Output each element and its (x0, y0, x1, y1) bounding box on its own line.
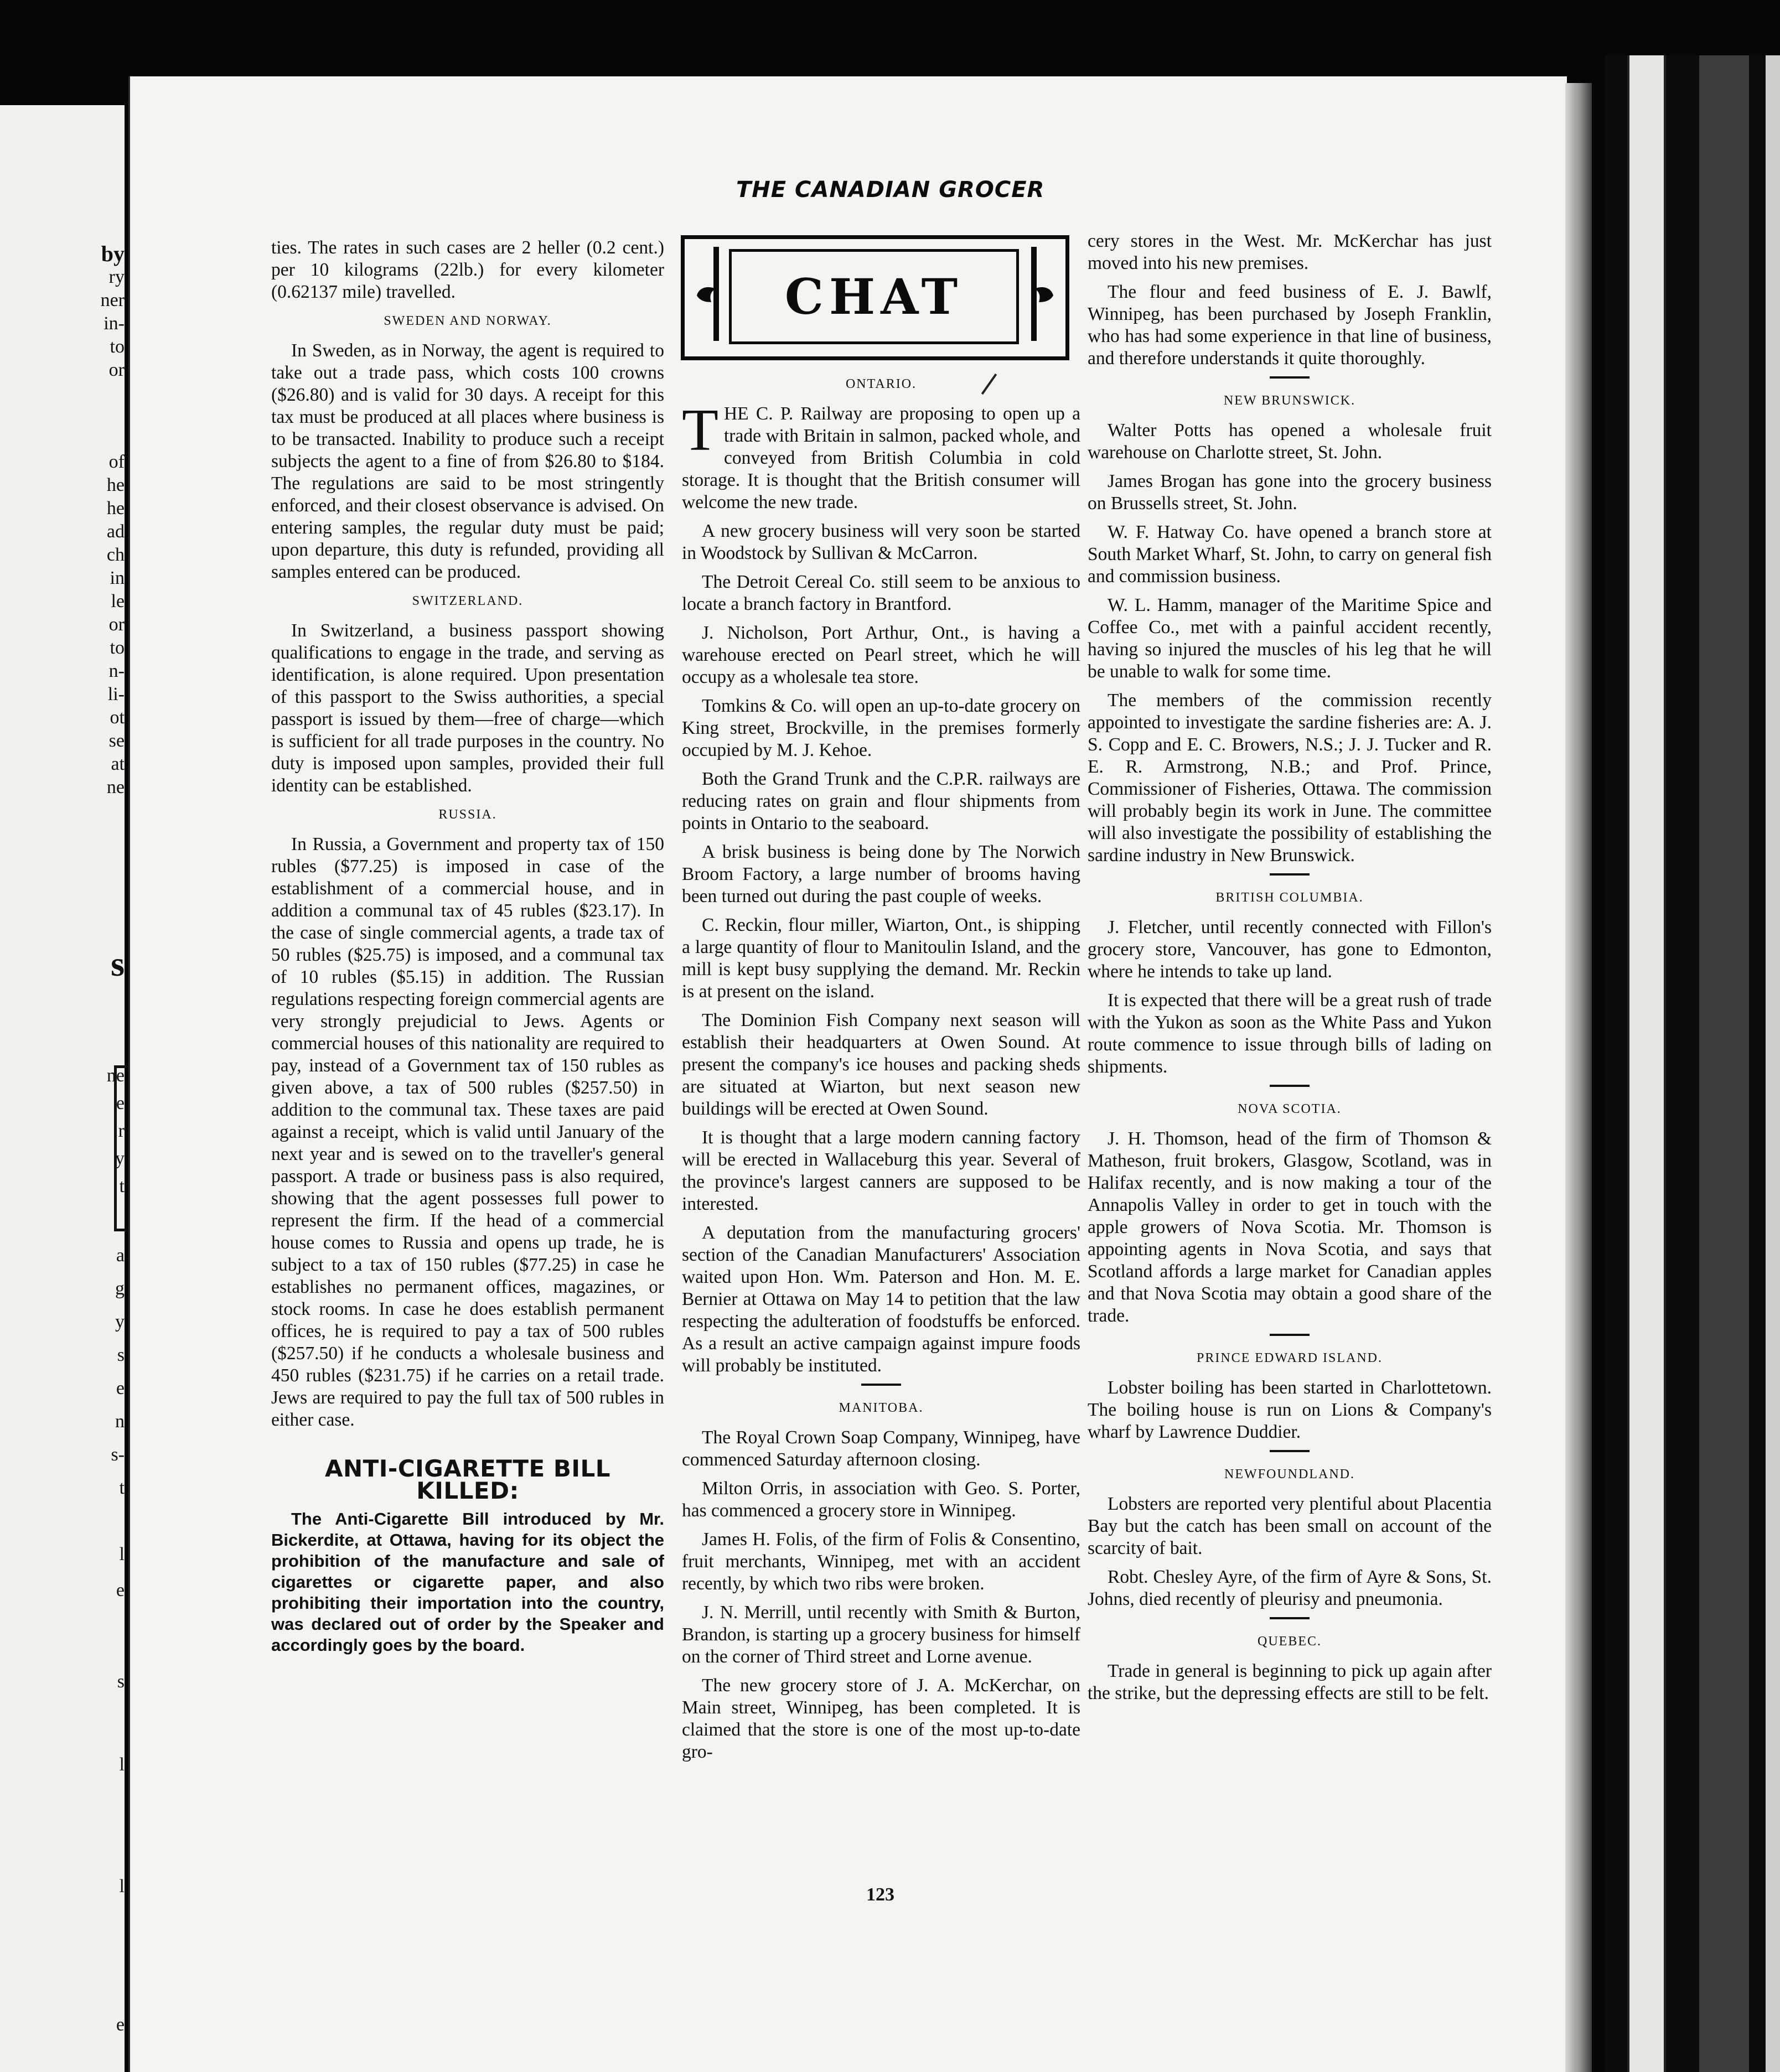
section-heading: PRINCE EDWARD ISLAND. (1197, 1351, 1383, 1365)
chat-title: CHAT (784, 268, 964, 325)
paragraph: Robt. Chesley Ayre, of the firm of Ayre & Sons, St. Johns, died recently of pleurisy and pneumonia. (1088, 1567, 1492, 1609)
prev-page-fragment: l (119, 1544, 125, 1565)
section-rule (1270, 1617, 1310, 1619)
prev-page-fragment: in- (104, 313, 125, 334)
section-heading: NEW BRUNSWICK. (1223, 393, 1356, 408)
prev-page-fragment: ch (106, 545, 125, 565)
paragraph: It is expected that there will be a great rush of trade with the Yukon as soon as the White Pass and Yukon route commence to issue through bills of lading on shipments. (1088, 990, 1492, 1077)
paragraph: The Royal Crown Soap Company, Winnipeg, have commenced Saturday afternoon closing. (682, 1427, 1080, 1470)
paragraph: The Dominion Fish Company next season will establish their headquarters at Owen Sound. At present the company's ice houses and packing sheds are situated at Wiarton, but next season new buildings will be erected at Owen Sound. (682, 1010, 1080, 1119)
section-rule (1270, 1450, 1310, 1452)
paragraph: Milton Orris, in association with Geo. S. Porter, has commenced a grocery store in Winnipeg. (682, 1478, 1080, 1521)
prev-page-fragment: t (119, 1478, 125, 1498)
paragraph: In Sweden, as in Norway, the agent is required to take out a trade pass, which costs 100 crowns ($26.80) and is valid for 30 days. A receipt for this tax must be produced at all places where business is to be transacted. Inability to produce such a receipt subjects the agent to a fine of from $26.80 to $184. The regulations are said to be most stringently enforced, and their closest observance is advised. On entering samples, the regular duty must be paid; upon departure, this duty is refunded, providing all samples entered can be produced. (271, 340, 664, 582)
paragraph: The new grocery store of J. A. McKerchar, on Main street, Winnipeg, has been completed. It is claimed that the store is one of the most up-to-date gro- (682, 1675, 1080, 1762)
section-rule (1270, 873, 1310, 876)
prev-page-fragment: n (115, 1411, 125, 1432)
paragraph: A new grocery business will very soon be started in Woodstock by Sullivan & McCarron. (682, 521, 1080, 563)
prev-page-fragment: le (111, 591, 125, 612)
prev-page-fragment: n- (108, 661, 125, 681)
paragraph: Lobsters are reported very plentiful about Placentia Bay but the catch has been small on account of the scarcity of bait. (1088, 1494, 1492, 1558)
section-heading: SWEDEN AND NORWAY. (384, 314, 552, 328)
section-heading: RUSSIA. (438, 807, 497, 822)
column-right (1088, 230, 1492, 1711)
chat-title-frame (729, 249, 1019, 344)
prev-page-fragment: e (116, 1580, 125, 1600)
paragraph-text: HE C. P. Railway are proposing to open up a trade with Britain in salmon, packed whole, and conveyed from British Columbia in cold storage. It is thought that the British consumer will welcome the new trade. (682, 403, 1080, 512)
section-heading: SWITZERLAND. (412, 594, 524, 608)
prev-page-fragment: s (111, 944, 125, 983)
paragraph: Both the Grand Trunk and the C.P.R. railways are reducing rates on grain and flour shipments from points in Ontario to the seaboard. (682, 769, 1080, 833)
prev-page-fragment: e (116, 2014, 125, 2035)
paragraph: In Switzerland, a business passport showing qualifications to engage in the trade, and serving as identification, is alone required. Upon presentation of this passport to the Swiss authorities, a special passport is issued by them—free of charge—which is sufficient for all trade purposes in the country. No duty is imposed upon samples, provided their full identity can be established. (271, 620, 664, 796)
leaf-ornament-icon (1031, 283, 1055, 305)
column-middle (682, 370, 1080, 1770)
binding-spine (1699, 55, 1749, 2072)
column-left (271, 237, 664, 1662)
prev-page-fragment: at (111, 754, 125, 774)
prev-page-fragment: li- (107, 684, 125, 705)
paragraph: Lobster boiling has been started in Charlottetown. The boiling house is run on Lions & Company's wharf by Lawrence Duddier. (1088, 1377, 1492, 1442)
paragraph: J. Nicholson, Port Arthur, Ont., is having a warehouse erected on Pearl street, which he will occupy as a wholesale tea store. (682, 623, 1080, 687)
section-heading: MANITOBA. (839, 1401, 924, 1415)
prev-page-fragment: ad (106, 521, 125, 542)
paragraph: Tomkins & Co. will open an up-to-date grocery on King street, Brockville, in the premises formerly occupied by M. J. Kehoe. (682, 696, 1080, 760)
paragraph: The Anti-Cigarette Bill introduced by Mr. Bickerdite, at Ottawa, having for its object the prohibition of the manufacture and sale of cigarettes or cigarette paper, and also prohibiting their importation into the country, was declared out of order by the Speaker and accordingly goes by the board. (271, 1509, 664, 1655)
paragraph: A brisk business is being done by The Norwich Broom Factory, a large number of brooms having been turned out during the past couple of weeks. (682, 842, 1080, 906)
prev-page-fragment: e (116, 1093, 125, 1113)
section-heading: BRITISH COLUMBIA. (1215, 890, 1364, 905)
paragraph: The Detroit Cereal Co. still seem to be anxious to locate a branch factory in Brantford. (682, 572, 1080, 614)
section-heading: NEWFOUNDLAND. (1224, 1467, 1355, 1482)
prev-page-fragment: r (118, 1121, 125, 1141)
paragraph: The members of the commission recently appointed to investigate the sardine fisheries are: A. J. S. Copp and E. C. Browers, N.S.; J. J. Tucker and R. E. R. Armstrong, N.B.; and Prof. Prince, Commissioner of Fisheries, Ottawa. The commission will probably begin its work in June. The committee will also investigate the possibility of establishing the sardine industry in New Brunswick. (1088, 690, 1492, 866)
paragraph: ties. The rates in such cases are 2 heller (0.2 cent.) per 10 kilograms (22lb.) for every kilometer (0.62137 mile) travelled. (271, 237, 664, 302)
paragraph: J. H. Thomson, head of the firm of Thomson & Matheson, fruit brokers, Glasgow, Scotland, was in Halifax recently, and is now making a tour of the Annapolis Valley in order to get in touch with the apple growers of Nova Scotia. Mr. Thomson is appointing agents in Nova Scotia, and says that Scotland affords a large market for Canadian apples and that Nova Scotia may obtain a good share of the trade. (1088, 1128, 1492, 1326)
paragraph: It is thought that a large modern canning factory will be erected in Wallaceburg this year. Several of the province's largest canners are supposed to be interested. (682, 1127, 1080, 1214)
article-title: ANTI-CIGARETTE BILL KILLED: (324, 1455, 611, 1504)
prev-page-fragment: e (116, 1378, 125, 1398)
prev-page-fragment: y (115, 1312, 125, 1332)
paragraph: James H. Folis, of the firm of Folis & Consentino, fruit merchants, Winnipeg, met with an accident recently, by which two ribs were broken. (682, 1529, 1080, 1594)
binding-page-stack (1627, 55, 1666, 2072)
paragraph: cery stores in the West. Mr. McKerchar has just moved into his new premises. (1088, 231, 1492, 273)
paragraph: W. L. Hamm, manager of the Maritime Spice and Coffee Co., met with a painful accident recently, having so injured the muscles of his leg that he will be unable to walk for some time. (1088, 595, 1492, 682)
prev-page-fragment: by (101, 241, 125, 266)
chat-banner (681, 235, 1069, 360)
prev-page-fragment: l (119, 1754, 125, 1775)
leaf-ornament-icon (695, 283, 719, 305)
margin-bracket-mark (114, 1065, 127, 1231)
prev-page-fragment: a (116, 1245, 125, 1266)
paragraph: James Brogan has gone into the grocery business on Brussells street, St. John. (1088, 471, 1492, 514)
section-rule (1270, 376, 1310, 379)
prev-page-fragment: g (115, 1278, 125, 1299)
paragraph: A deputation from the manufacturing grocers' section of the Canadian Manufacturers' Association waited upon Hon. Wm. Paterson and Hon. M. E. Bernier at Ottawa on May 14 to petition that the law respecting the adulteration of foodstuffs be enforced. As a result an active campaign against impure foods will probably be instituted. (682, 1223, 1080, 1376)
prev-page-fragment: ry (108, 267, 125, 287)
prev-page-fragment: to (110, 638, 125, 658)
paragraph: Walter Potts has opened a wholesale fruit warehouse on Charlotte street, St. John. (1088, 420, 1492, 463)
section-rule (1270, 1334, 1310, 1336)
section-rule (861, 1384, 901, 1386)
prev-page-fragment: he (106, 475, 125, 495)
prev-page-fragment: of (108, 452, 125, 472)
running-head: THE CANADIAN GROCER (736, 177, 1045, 203)
binding-outer-edge (1766, 55, 1780, 2072)
prev-page-fragment: he (106, 498, 125, 519)
prev-page-fragment: ne (106, 777, 125, 797)
prev-page-fragment: or (108, 360, 125, 380)
prev-page-fragment: or (108, 614, 125, 635)
paragraph: J. Fletcher, until recently connected with Fillon's grocery store, Vancouver, has gone to Edmonton, where he intends to take up land. (1088, 917, 1492, 982)
previous-page-edge (0, 105, 125, 2072)
prev-page-fragment: l (119, 1876, 125, 1897)
paragraph (682, 397, 1080, 514)
prev-page-fragment: ne (106, 1065, 125, 1086)
prev-page-fragment: ot (110, 707, 125, 728)
prev-page-fragment: t (119, 1176, 125, 1196)
section-rule (1270, 1085, 1310, 1087)
section-heading: ONTARIO. (845, 377, 917, 391)
section-heading: QUEBEC. (1258, 1634, 1322, 1649)
prev-page-fragment: to (110, 336, 125, 357)
paragraph: The flour and feed business of E. J. Bawlf, Winnipeg, has been purchased by Joseph Franklin, who has had some experience in that line of business, and therefore understands it quite thoroughly. (1088, 282, 1492, 369)
paragraph: In Russia, a Government and property tax of 150 rubles ($77.25) is imposed in case of the establishment of a commercial house, and in addition a communal tax of 45 rubles ($23.17). In the case of single commercial agents, a trade tax of 50 rubles ($25.75) is imposed, and a communal tax of 10 rubles ($5.15) in addition. The Russian regulations respecting foreign commercial agents are very strongly prejudicial to Jews. Agents or commercial houses of this nationality are required to pay, instead of a Government tax of 150 rubles as given above, a tax of 500 rubles ($257.50) in addition to the communal tax. These taxes are paid against a receipt, which is valid until January of the next year and is sewed on to the traveller's general passport. A trade or business pass is also required, showing that the agent possesses full power to represent the firm. If the head of a commercial house comes to Russia and opens up trade, he is subject to a tax of 150 rubles ($77.25) in case he establishes no permanent offices, magazines, or stock rooms. In case he does establish permanent offices, he is required to pay a tax of 500 rubles ($257.50) if he conducts a wholesale business and 450 rubles ($231.75) if he carries on a retail trade. Jews are required to pay the full tax of 500 rubles in either case. (271, 834, 664, 1430)
book-binding (1605, 55, 1780, 2072)
section-heading: NOVA SCOTIA. (1238, 1102, 1342, 1116)
prev-page-fragment: se (108, 731, 125, 751)
paragraph: W. F. Hatway Co. have opened a branch store at South Market Wharf, St. John, to carry on general fish and commission business. (1088, 522, 1492, 587)
drop-cap: T (682, 397, 718, 463)
prev-page-fragment: s (117, 1345, 125, 1365)
prev-page-fragment: y (115, 1148, 125, 1169)
prev-page-fragment: s (117, 1671, 125, 1692)
paragraph: Trade in general is beginning to pick up again after the strike, but the depressing effects are still to be felt. (1088, 1661, 1492, 1703)
paragraph: J. N. Merrill, until recently with Smith & Burton, Brandon, is starting up a grocery business for himself on the corner of Third street and Lorne avenue. (682, 1602, 1080, 1667)
prev-page-fragment: ner (100, 290, 125, 310)
page-number: 123 (866, 1884, 894, 1905)
prev-page-fragment: in (110, 568, 125, 588)
prev-page-fragment: s- (111, 1444, 125, 1465)
paragraph: C. Reckin, flour miller, Wiarton, Ont., is shipping a large quantity of flour to Manitoulin Island, and the mill is kept busy supplying the demand. Mr. Reckin is at present on the island. (682, 915, 1080, 1002)
page-curl-edge (1565, 83, 1592, 2072)
